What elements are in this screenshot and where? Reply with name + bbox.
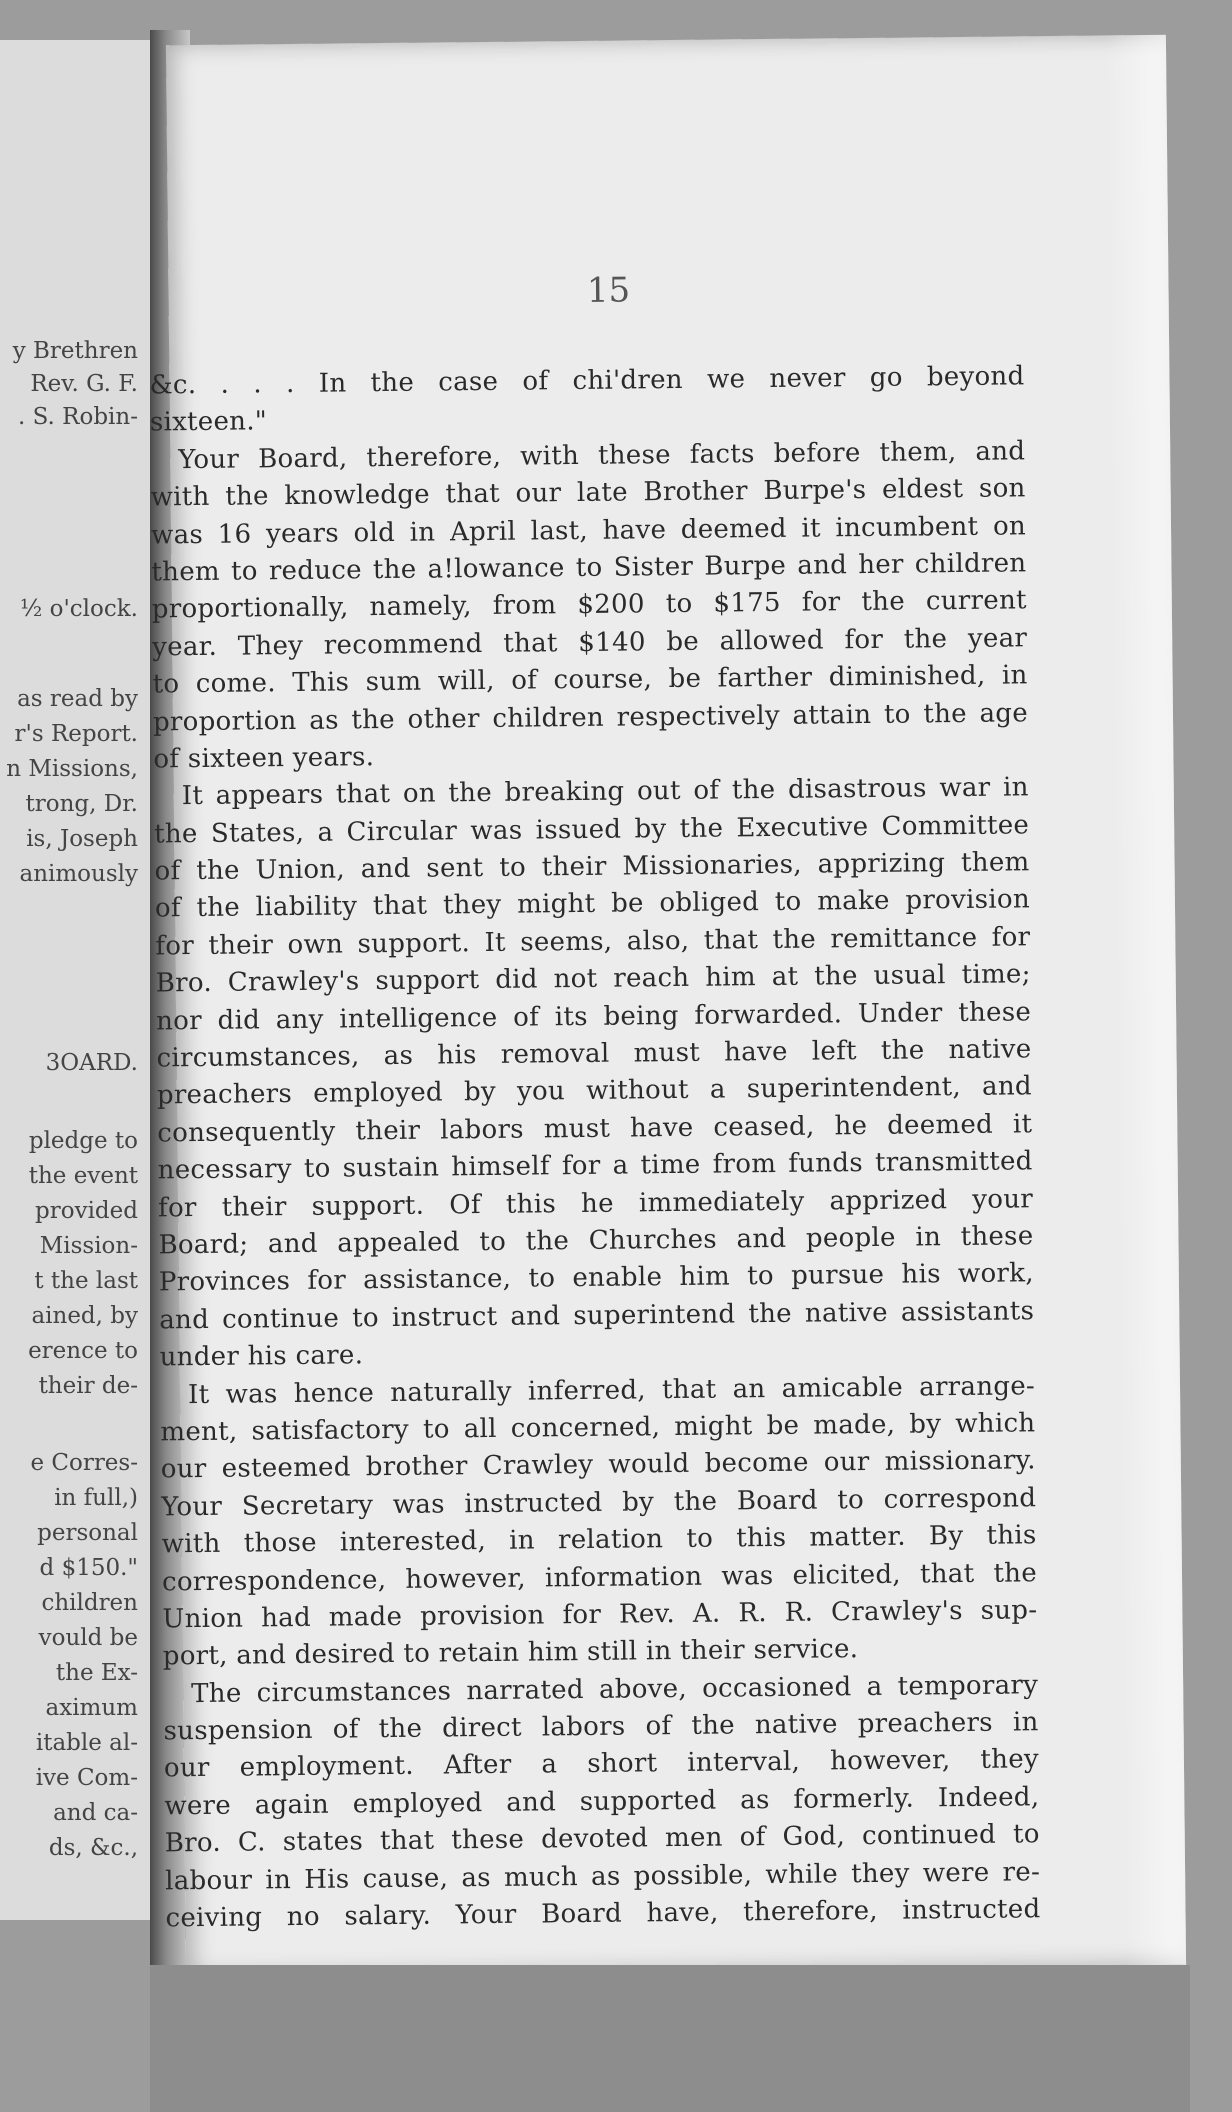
left-page-fragment: is, Joseph [26,826,138,852]
text-line: consequently their labors must have ceased, he deemed it [157,1109,1033,1149]
text-line: circumstances, as his removal must have left the native [156,1034,1032,1074]
left-page-fragment: the event [28,1163,138,1189]
body-text [149,358,1040,1937]
text-line: of sixteen years. [153,742,375,775]
left-page-fragment: t the last [34,1268,138,1294]
text-line: and continue to instruct and superintend the native assistants [159,1296,1035,1336]
left-page [0,40,158,1920]
text-line: our employment. After a short interval, however, they [163,1744,1040,1784]
text-line: &c. . . . In the case of chi'dren we never go beyond [149,361,1025,401]
left-page-fragment: ive Com- [35,1765,138,1791]
left-page-fragment: 3OARD. [45,1050,138,1076]
text-line: for their support. Of this he immediately apprized your [157,1183,1034,1224]
right-page [149,35,1186,1975]
left-page-fragment: personal [37,1520,138,1546]
text-line: them to reduce the a!lowance to Sister Burpe and her children [151,548,1027,588]
text-line: port, and desired to retain him still in their service. [162,1634,859,1672]
left-page-fragment: Mission- [39,1233,138,1259]
left-page-fragment: trong, Dr. [25,791,138,817]
left-page-fragment: ds, &c., [48,1835,138,1861]
left-page-fragment: and ca- [53,1800,138,1826]
left-page-fragment: . S. Robin- [17,404,138,430]
left-page-fragment: in full,) [54,1485,138,1511]
left-page-fragment: animously [19,861,138,887]
text-line: were again employed and supported as formerly. Indeed, [164,1782,1040,1822]
text-line: preachers employed by you without a superintendent, and [156,1071,1033,1111]
text-line: It was hence naturally inferred, that an amicable arrange- [187,1370,1036,1410]
text-line: ment, satisfactory to all concerned, might be made, by which [160,1408,1036,1448]
text-line: Board; and appealed to the Churches and people in these [158,1221,1034,1261]
text-line: Your Secretary was instructed by the Board to correspond [161,1482,1037,1523]
left-page-fragment: children [41,1590,138,1616]
text-line: Bro. Crawley's support did not reach him at the usual time; [155,959,1031,999]
left-page-fragment: pledge to [28,1128,138,1154]
left-page-fragment: the Ex- [55,1660,138,1686]
text-line: Your Board, therefore, with these facts before them, and [178,436,1026,475]
text-line: necessary to sustain himself for a time from funds transmitted [157,1146,1033,1186]
page-edge [1106,35,1186,1966]
text-line: nor did any intelligence of its being forwarded. Under these [155,996,1032,1037]
page-number: 15 [586,270,631,311]
text-line: ceiving no salary. Your Board have, therefore, instructed [165,1894,1041,1934]
text-line: year. They recommend that $140 be allowed for the year [152,623,1028,663]
text-line: of the Union, and sent to their Missionaries, apprizing them [154,847,1030,887]
left-page-fragment: e Corres- [30,1450,138,1476]
text-line: proportion as the other children respectively attain to the age [152,697,1029,737]
left-page-fragment: ained, by [31,1303,138,1329]
left-page-fragment: d $150." [39,1555,138,1581]
left-page-fragment: aximum [45,1695,138,1721]
text-line: It appears that on the breaking out of the disastrous war in [181,772,1029,812]
text-line: suspension of the direct labors of the native preachers in [163,1707,1039,1747]
left-page-fragment: n Missions, [6,756,138,782]
left-page-fragment: r's Report. [14,721,138,747]
text-line: Union had made provision for Rev. A. R. R. Crawley's sup- [162,1595,1038,1635]
text-line: was 16 years old in April last, have deemed it incumbent on [150,510,1027,551]
text-line: Bro. C. states that these devoted men of God, continued to [164,1819,1040,1859]
left-page-fragment: itable al- [35,1730,138,1756]
text-line: The circumstances narrated above, occasioned a temporary [191,1669,1039,1709]
text-line: proportionally, namely, from $200 to $175 for the current [151,585,1027,625]
text-line: to come. This sum will, of course, be farther diminished, in [152,660,1028,700]
text-line: with those interested, in relation to this matter. By this [161,1520,1037,1560]
left-page-fragment: Rev. G. F. [30,371,138,397]
text-line: correspondence, however, information was elicited, that the [161,1557,1038,1597]
left-page-fragment: erence to [28,1338,138,1364]
text-line: of the liability that they might be obliged to make provision [154,884,1031,924]
left-page-fragment: provided [35,1198,138,1224]
left-page-fragment: vould be [38,1625,138,1651]
text-line: the States, a Circular was issued by the Executive Committee [154,809,1030,850]
left-page-fragment: as read by [17,686,138,712]
text-line: with the knowledge that our late Brother Burpe's eldest son [150,473,1026,513]
left-page-fragment: y Brethren [12,338,138,364]
text-line: under his care. [159,1340,364,1373]
text-line: our esteemed brother Crawley would become our missionary. [160,1445,1036,1485]
text-line: labour in His cause, as much as possible, while they were re- [164,1856,1041,1897]
left-page-fragment: their de- [38,1373,138,1399]
bottom-shadow [150,1965,1190,2112]
text-line: Provinces for assistance, to enable him to pursue his work, [158,1258,1034,1298]
text-line: for their own support. It seems, also, that the remittance for [155,922,1031,962]
left-page-fragment: ½ o'clock. [20,596,138,622]
text-line: sixteen." [149,406,268,438]
